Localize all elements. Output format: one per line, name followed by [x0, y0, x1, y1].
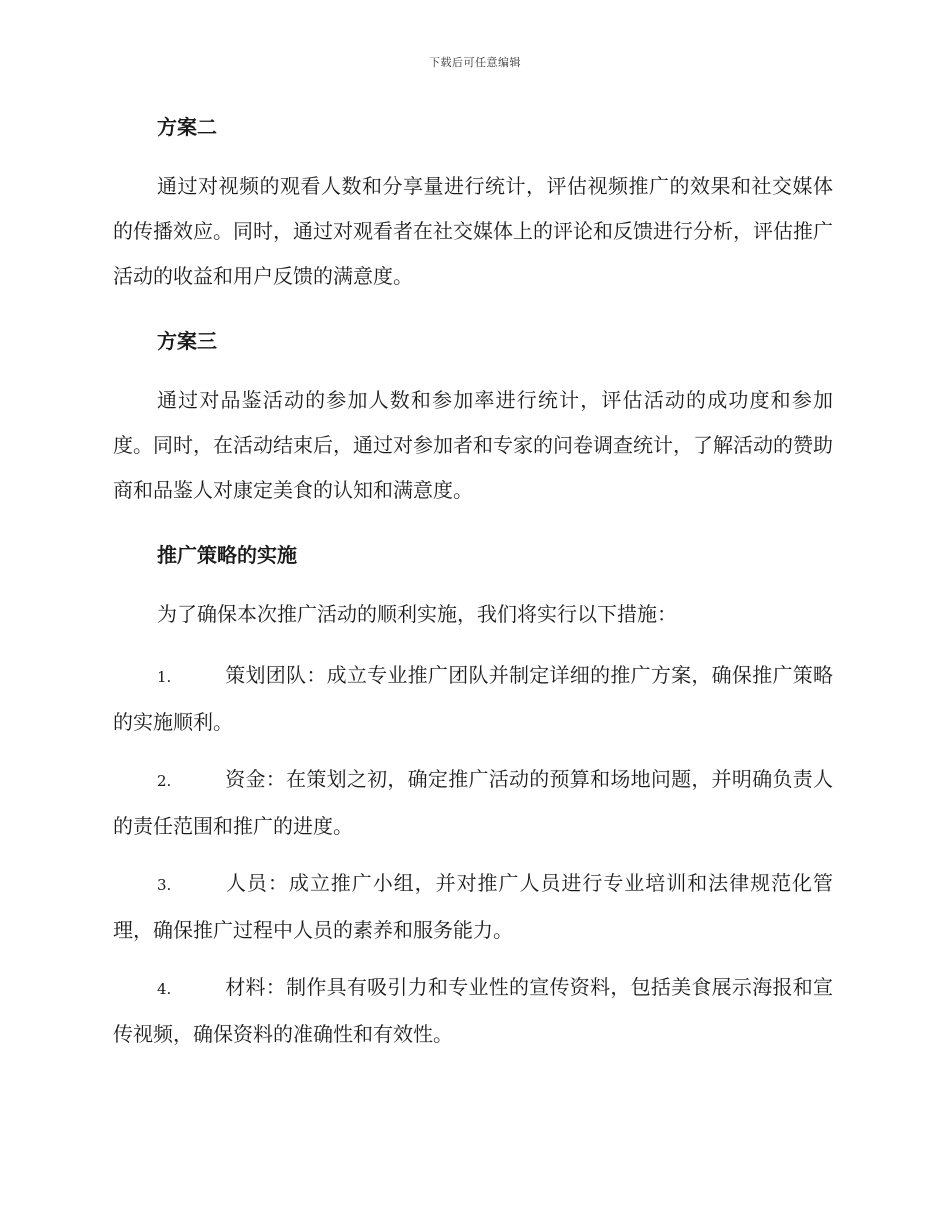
section-heading-plan-two: 方案二	[157, 115, 217, 139]
document-body	[113, 112, 833, 1057]
list-item	[113, 965, 833, 1057]
list-item-number: 3.	[157, 876, 172, 894]
list-item-text: 材料：制作具有吸引力和专业性的宣传资料，包括美食展示海报和宣传视频，确保资料的准确性和有效性。	[113, 975, 833, 1046]
page-header: 下载后可任意编辑	[429, 56, 521, 69]
section-heading-plan-three: 方案三	[157, 329, 217, 353]
list-item-number: 1.	[157, 668, 172, 686]
section-paragraph-plan-three: 通过对品鉴活动的参加人数和参加率进行统计，评估活动的成功度和参加度。同时，在活动结束后，通过对参加者和专家的问卷调查统计，了解活动的赞助商和品鉴人对康定美食的认知和满意度。	[113, 388, 833, 502]
implementation-intro: 为了确保本次推广活动的顺利实施，我们将实行以下措施：	[157, 602, 677, 626]
section-paragraph-plan-two: 通过对视频的观看人数和分享量进行统计，评估视频推广的效果和社交媒体的传播效应。同时，通过对观看者在社交媒体上的评论和反馈进行分析，评估推广活动的收益和用户反馈的满意度。	[113, 174, 833, 288]
list-item-number: 4.	[157, 980, 172, 998]
list-item	[113, 861, 833, 953]
list-item-text: 人员：成立推广小组，并对推广人员进行专业培训和法律规范化管理，确保推广过程中人员的素养和服务能力。	[113, 871, 833, 942]
list-item	[113, 653, 833, 745]
implementation-heading: 推广策略的实施	[157, 543, 297, 567]
list-item	[113, 757, 833, 849]
list-item-number: 2.	[157, 772, 172, 790]
list-item-text: 资金：在策划之初，确定推广活动的预算和场地问题，并明确负责人的责任范围和推广的进度。	[113, 767, 833, 838]
list-item-text: 策划团队：成立专业推广团队并制定详细的推广方案，确保推广策略的实施顺利。	[113, 663, 833, 734]
